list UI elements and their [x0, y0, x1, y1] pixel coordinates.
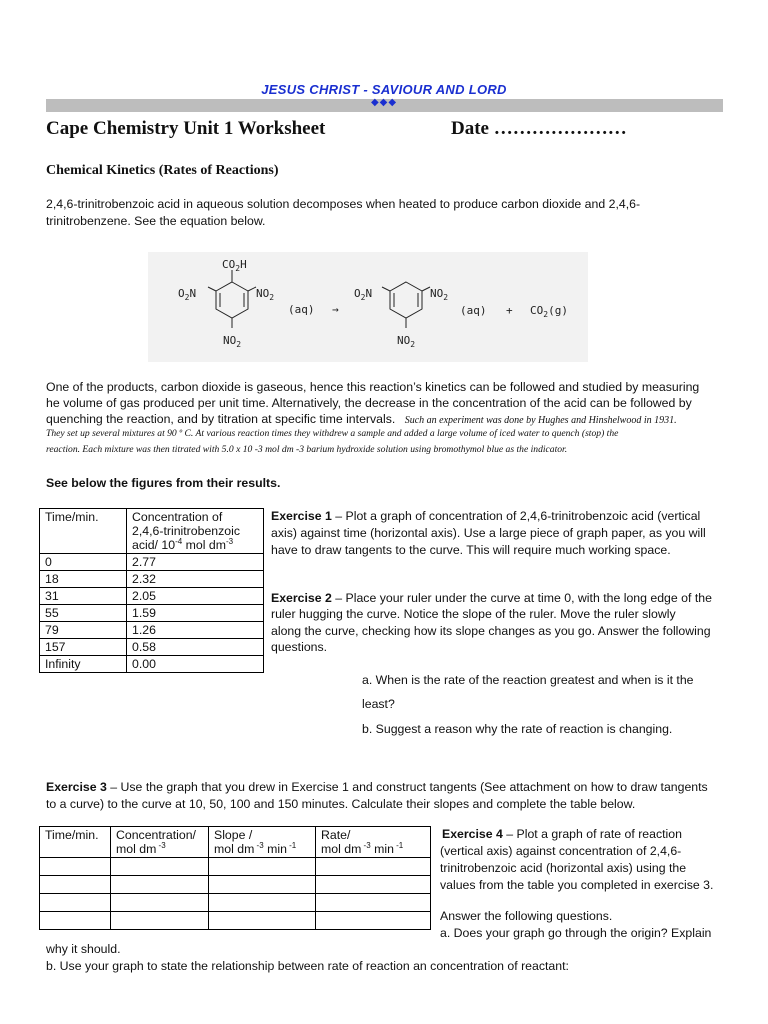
row-conc: 1.59 [127, 605, 264, 622]
eq-arrow: → [332, 303, 339, 316]
table-row [40, 605, 264, 622]
exercise-4-line-1 [442, 826, 682, 842]
eq-no2-d: NO [397, 334, 411, 347]
header-time: Time/min. [40, 509, 127, 554]
eq-o2n-p-sub: 2 [360, 293, 366, 302]
t2-rate-unit: mol dm [321, 842, 362, 856]
row-time: 18 [40, 571, 127, 588]
exercise-2-text: – Place your ruler under the curve at time 0, with the long edge of the [331, 591, 712, 605]
eq-no2-c-sub: 2 [443, 293, 449, 302]
table-row [40, 571, 264, 588]
row-conc: 1.26 [127, 622, 264, 639]
eq-no2-b-sub: 2 [236, 340, 242, 349]
exercise-4-line-4: values from the table you completed in exercise 3. [440, 878, 714, 892]
table-row[interactable] [40, 894, 431, 912]
svg-text:NO2 [223, 334, 241, 349]
exercise-4-label: Exercise 4 [442, 827, 503, 841]
exercise-2-label: Exercise 2 [271, 591, 332, 605]
t2-slope-sup: -3 [254, 840, 264, 850]
exercise-3-line-2: to a curve) to the curve at 10, 50, 100 and 150 minutes. Calculate their slopes and complete the table below. [46, 797, 636, 811]
row-time: 0 [40, 554, 127, 571]
row-conc: 2.32 [127, 571, 264, 588]
exercise-1-text: – Plot a graph of concentration of 2,4,6-trinitrobenzoic acid (vertical [331, 509, 701, 523]
eq-no2-a-sub: 2 [269, 293, 275, 302]
reaction-equation [148, 252, 588, 362]
header-conc-sup2: -3 [225, 536, 234, 546]
exercise-4-question-a-cont: why it should. [46, 942, 121, 956]
t2-rate-sup2: -1 [393, 840, 404, 850]
exercise-1-line-3: have to draw tangents to the curve. This will require much working space. [271, 543, 671, 557]
paragraph-line-3a: quenching the reaction, and by titration at specific time intervals. [46, 412, 396, 426]
tangent-table [39, 826, 431, 930]
eq-co2-sub: 2 [543, 310, 549, 319]
eq-co2: CO [530, 304, 544, 317]
svg-text:O2N [178, 287, 196, 302]
eq-co2h-sub: 2 [235, 264, 241, 273]
svg-text:CO2H [222, 258, 247, 273]
t2-conc-sup: -3 [156, 840, 166, 850]
product-benzene-ring [382, 282, 430, 328]
table-row [40, 622, 264, 639]
exercise-2-line-4: questions. [271, 640, 328, 654]
header-concentration [127, 509, 264, 554]
svg-text:CO2(g) [530, 304, 568, 319]
t2-header-time: Time/min. [40, 827, 111, 858]
intro-line-1: 2,4,6-trinitrobenzoic acid in aqueous solution decomposes when heated to produce carbon dioxide and 2,4,6- [46, 197, 641, 211]
exercise-3-line-1 [46, 779, 708, 795]
exercise-2-question-a: a. When is the rate of the reaction greatest and when is it the [362, 673, 694, 687]
t2-rate-line-2 [321, 842, 425, 856]
t2-conc-unit: mol dm [116, 842, 157, 856]
t2-conc-line-2 [116, 842, 203, 856]
row-conc: 2.05 [127, 588, 264, 605]
eq-o2n-p-n: N [365, 287, 373, 300]
eq-aq-1: (aq) [288, 303, 315, 316]
row-time: 55 [40, 605, 127, 622]
eq-co2h-h: H [240, 258, 247, 271]
eq-aq-2: (aq) [460, 304, 487, 317]
eq-plus: + [506, 304, 513, 317]
header-conc-line-2: 2,4,6-trinitrobenzoic [132, 524, 240, 538]
exercise-4-line-2: (vertical axis) against concentration of 2,4,6- [440, 844, 682, 858]
eq-o2n-n: N [189, 287, 197, 300]
eq-co2-g: (g) [548, 304, 568, 317]
row-time: 31 [40, 588, 127, 605]
exercise-1-line-2: axis) against time (horizontal axis). Use a large piece of graph paper, as you will [271, 526, 706, 540]
exercise-4-question-a: a. Does your graph go through the origin? Explain [440, 926, 712, 940]
paragraph-line-2: he volume of gas produced per unit time. Alternatively, the decrease in the concentration of the acid can be followed by [46, 396, 692, 410]
eq-no2-d-sub: 2 [410, 340, 416, 349]
t2-header-rate [316, 827, 431, 858]
exercise-2-line-2: ruler hugging the curve. Notice the slope of the ruler. Move the ruler slowly [271, 607, 676, 621]
header-conc-unit: mol dm [182, 538, 226, 552]
svg-text:O2N [354, 287, 372, 302]
exercise-4-answer-intro: Answer the following questions. [440, 909, 613, 923]
t2-slope-min: min [263, 842, 287, 856]
worksheet-title: Cape Chemistry Unit 1 Worksheet [46, 118, 326, 139]
eq-co2h-co: CO [222, 258, 236, 271]
t2-rate-sup: -3 [361, 840, 371, 850]
t2-slope-line-2 [214, 842, 310, 856]
exercise-1-label: Exercise 1 [271, 509, 332, 523]
diamond-ornament: ◆◆◆ [370, 97, 398, 108]
t2-slope-line-1: Slope / [214, 828, 253, 842]
section-heading: Chemical Kinetics (Rates of Reactions) [46, 163, 279, 178]
header-conc-acid: acid/ 10 [132, 538, 176, 552]
exercise-2-question-b: b. Suggest a reason why the rate of reaction is changing. [362, 722, 673, 736]
paragraph-line-3b: Such an experiment was done by Hughes and Hinshelwood in 1931. [404, 415, 677, 426]
t2-conc-line-1: Concentration/ [116, 828, 196, 842]
table-row[interactable] [40, 858, 431, 876]
t2-header-concentration [111, 827, 209, 858]
eq-no2-a: NO [256, 287, 270, 300]
paragraph-line-5: reaction. Each mixture was then titrated with 5.0 x 10 -3 mol dm -3 barium hydroxide solution using bromothymol blue as the indicator. [46, 444, 568, 455]
t2-slope-unit: mol dm [214, 842, 255, 856]
results-table-header [40, 509, 264, 554]
paragraph-line-1: One of the products, carbon dioxide is gaseous, hence this reaction’s kinetics can be followed and studied by measuring [46, 380, 700, 394]
t2-rate-line-1: Rate/ [321, 828, 351, 842]
table-row[interactable] [40, 912, 431, 930]
t2-rate-min: min [370, 842, 394, 856]
exercise-2-question-a-cont: least? [362, 697, 395, 711]
exercise-2-line-1 [271, 590, 712, 606]
exercise-1-line-1 [271, 508, 700, 524]
banner-text: JESUS CHRIST - SAVIOUR AND LORD [261, 82, 507, 97]
t2-slope-sup2: -1 [286, 840, 297, 850]
row-time: Infinity [40, 656, 127, 673]
reaction-equation-svg [148, 252, 588, 362]
t2-header-slope [209, 827, 316, 858]
exercise-3-label: Exercise 3 [46, 780, 107, 794]
row-conc: 0.58 [127, 639, 264, 656]
row-time: 157 [40, 639, 127, 656]
svg-text:NO2 [397, 334, 415, 349]
svg-text:NO2 [430, 287, 448, 302]
exercise-4-text: – Plot a graph of rate of reaction [502, 827, 682, 841]
tangent-table-header [40, 827, 431, 858]
paragraph-line-4: They set up several mixtures at 90 º C. At various reaction times they withdrew a sample and added a large volume of iced water to quench (stop) the [46, 428, 619, 439]
row-conc: 0.00 [127, 656, 264, 673]
row-conc: 2.77 [127, 554, 264, 571]
eq-no2-c: NO [430, 287, 444, 300]
header-conc-sup: -4 [175, 536, 183, 546]
exercise-4-line-3: trinitrobenzoic acid (horizontal axis) using the [440, 861, 687, 875]
results-heading: See below the figures from their results. [46, 476, 281, 490]
table-row[interactable] [40, 876, 431, 894]
eq-o2n-sub: 2 [184, 293, 190, 302]
eq-no2-b: NO [223, 334, 237, 347]
row-time: 79 [40, 622, 127, 639]
intro-line-2: trinitrobenzene. See the equation below. [46, 214, 266, 228]
table-row [40, 639, 264, 656]
exercise-3-text: – Use the graph that you drew in Exercise 1 and construct tangents (See attachment on how to draw tangents [106, 780, 708, 794]
header-conc-line-3 [132, 538, 258, 552]
eq-o2n-p-o: O [354, 287, 361, 300]
table-row [40, 656, 264, 673]
table-row [40, 588, 264, 605]
table-row [40, 554, 264, 571]
paragraph-line-3 [46, 411, 677, 429]
reactant-benzene-ring [208, 270, 256, 328]
date-label: Date ………………… [451, 118, 627, 139]
exercise-4-question-b: b. Use your graph to state the relationship between rate of reaction an concentration of reactant: [46, 959, 569, 973]
exercise-2-line-3: along the curve, checking how its slope changes as you go. Answer the following [271, 624, 711, 638]
eq-o2n-o: O [178, 287, 185, 300]
results-table [39, 508, 264, 673]
svg-text:NO2 [256, 287, 274, 302]
header-conc-line-1: Concentration of [132, 510, 223, 524]
